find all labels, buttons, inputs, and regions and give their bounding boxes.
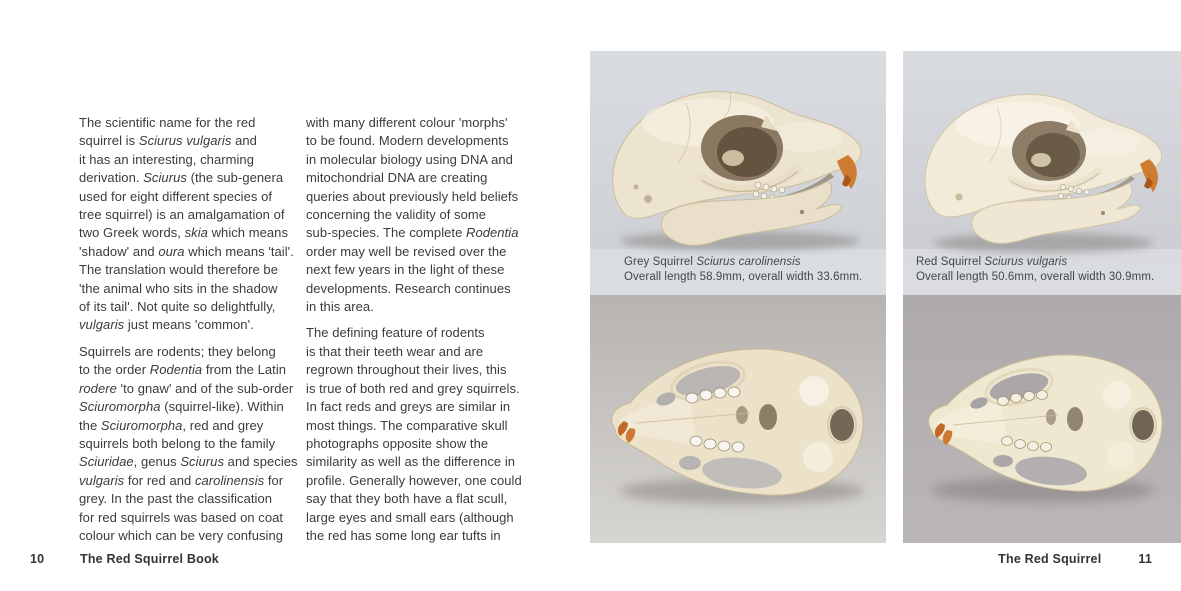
right-page-number: 11 [1138, 552, 1152, 566]
paragraph: The scientific name for the red squirrel is Sciurus vulgaris and it has an interesting, charming derivation. Sciurus (the sub-genera used for eight different species of tree squirrel) is an amalgamation of two Greek words, skia which means 'shadow' and oura which means 'tail'. The translation would therefore be 'the animal who sits in the shadow of its tail'. Not quite so delightfully, vulgaris just means 'common'. [79, 115, 294, 333]
skull-ventral-illustration [590, 295, 886, 543]
left-text-column [79, 114, 331, 545]
right-text-column [306, 114, 558, 545]
grey-squirrel-skull-ventral-photo [590, 295, 886, 543]
paragraph: with many different colour 'morphs' to be found. Modern developments in molecular biology using DNA and mitochondrial DNA are creating queries about previously held beliefs concerning the validity of some sub-species. The complete Rodentia order may well be revised over the next few years in the light of these developments. Research continues in this area. [306, 115, 519, 315]
paragraph: The defining feature of rodents is that their teeth wear and are regrown throughout their lives, this is true of both red and grey squirrels. In fact reds and greys are similar in most things. The comparative skull photographs opposite show the similarity as well as the difference in profile. Generally however, one could say that they both have a flat scull, large eyes and small ears (although the red has some long ear tufts in [306, 325, 522, 543]
red-squirrel-skull-side-photo [903, 51, 1181, 295]
left-page-number: 10 [30, 552, 45, 566]
chapter-title-footer: The Red Squirrel [998, 552, 1102, 566]
grey-squirrel-skull-side-photo [590, 51, 886, 295]
book-title-footer: The Red Squirrel Book [80, 552, 219, 566]
paragraph: Squirrels are rodents; they belong to the order Rodentia from the Latin rodere 'to gnaw' and of the sub-order Sciuromorpha (squirrel-like). Within the Sciuromorpha, red and grey squirrels both belong to the family Sciuridae, genus Sciurus and species vulgaris for red and carolinensis for grey. In the past the classification for red squirrels was based on coat colour which can be very confusing [79, 343, 298, 543]
skull-ventral-illustration [903, 295, 1181, 543]
right-page-footer [998, 552, 1152, 566]
figure-caption: Red Squirrel Sciurus vulgaris Overall length 50.6mm, overall width 30.9mm. [916, 256, 1155, 283]
red-squirrel-skull-ventral-photo [903, 295, 1181, 543]
figure-caption: Grey Squirrel Sciurus carolinensis Overall length 58.9mm, overall width 33.6mm. [624, 256, 863, 283]
